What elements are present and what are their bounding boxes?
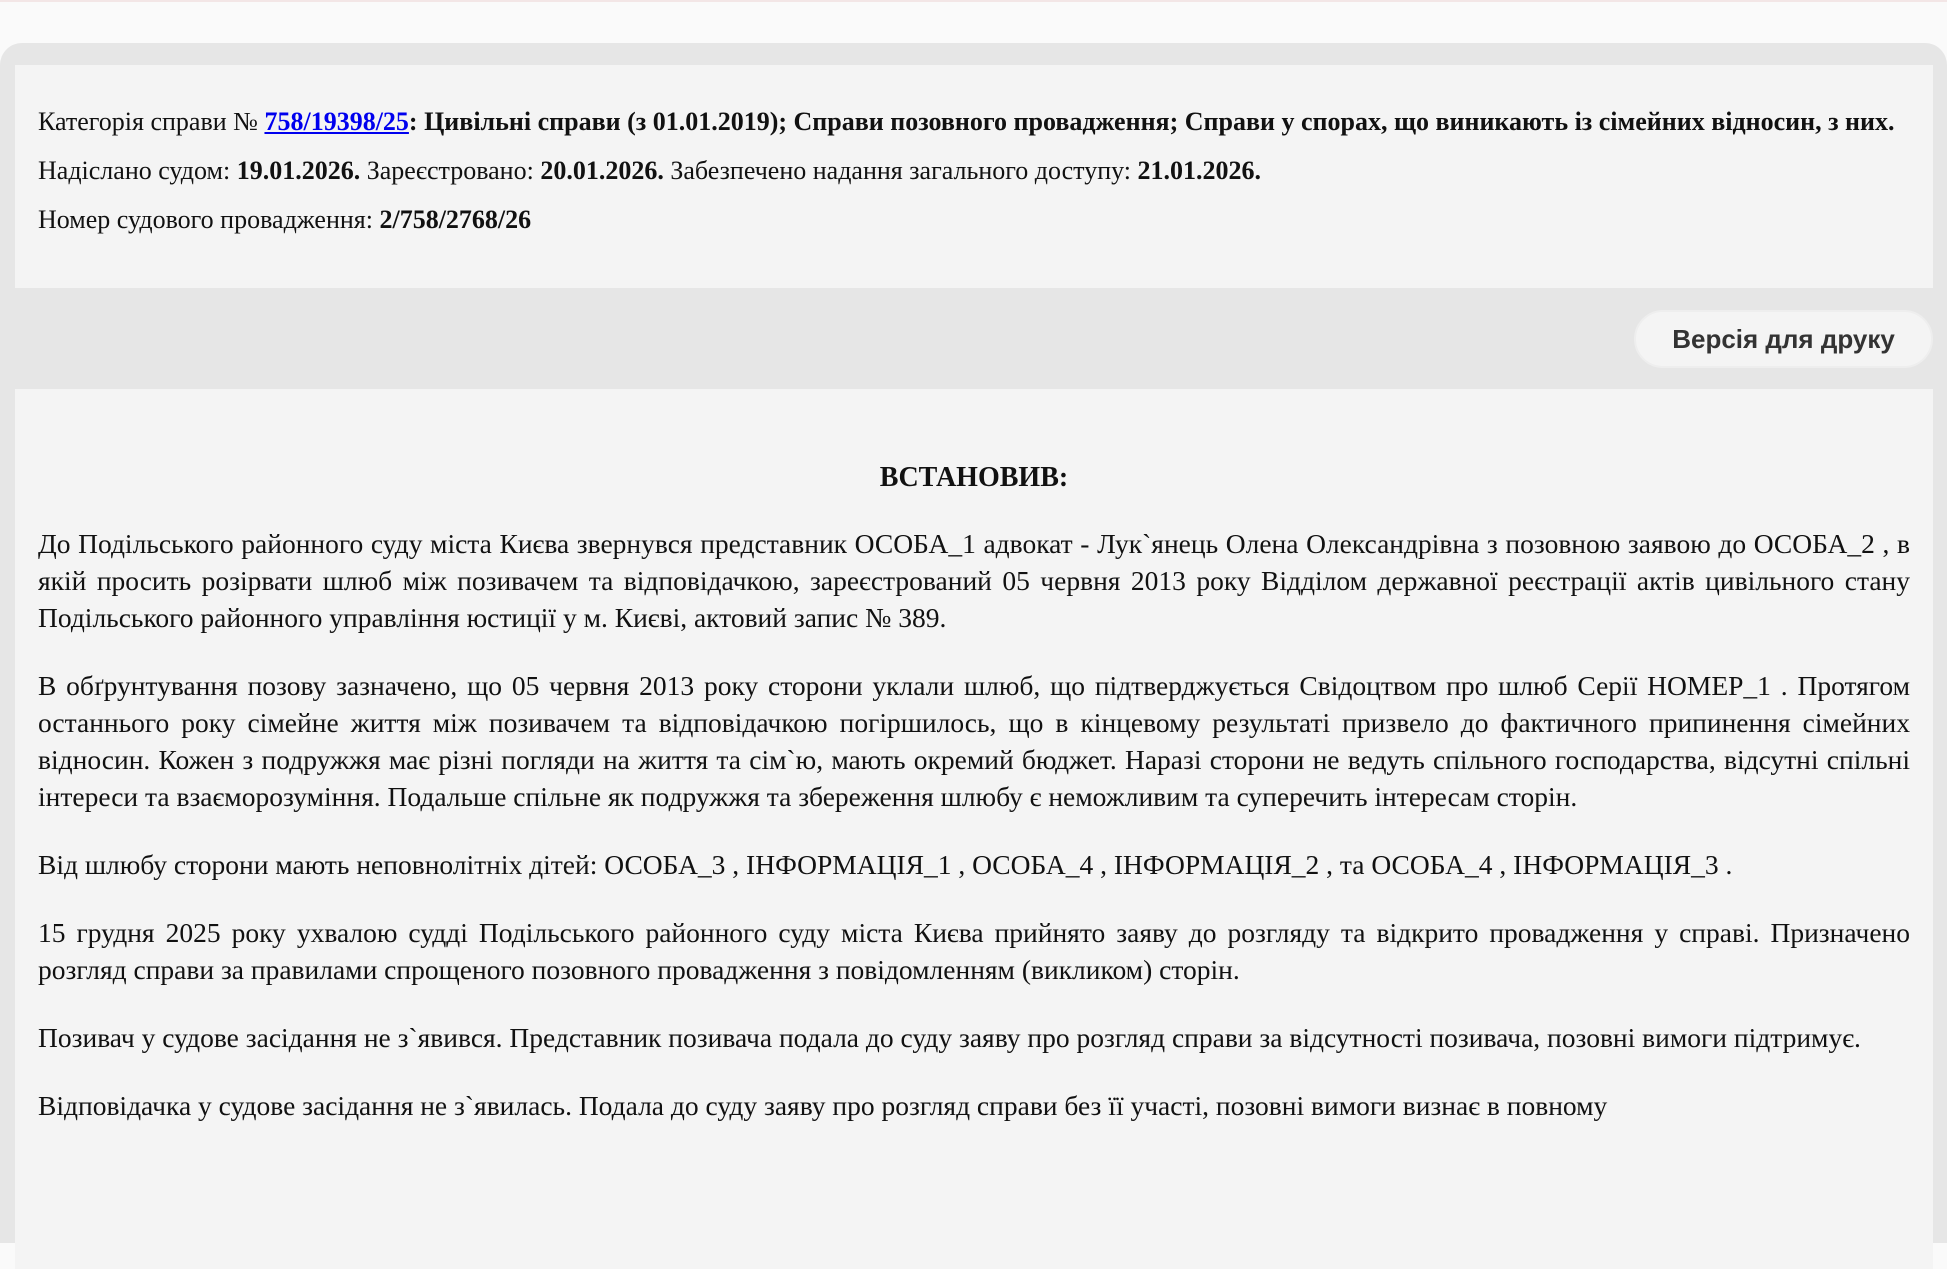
access-date: 21.01.2026. bbox=[1137, 156, 1261, 185]
paragraph: Від шлюбу сторони мають неповнолітніх дітей: ОСОБА_3 , ІНФОРМАЦІЯ_1 , ОСОБА_4 , ІНФОРМАЦІЯ_2 , та ОСОБА_4 , ІНФОРМАЦІЯ_3 . bbox=[38, 849, 1733, 880]
case-dates: Надіслано судом: 19.01.2026. Зареєстровано: 20.01.2026. Забезпечено надання загального доступу: 21.01.2026. bbox=[38, 156, 1261, 185]
paragraph: До Подільського районного суду міста Києва звернувся представник ОСОБА_1 адвокат - Лук`янець Олена Олександрівна з позовною заявою до ОСОБА_2 , в якій просить розірвати шлюб між позивачем та відповідачкою, зареєстрований 05 червня 2013 року Відділом державної реєстрації актів цивільного стану Подільського районного управління юстиції у м. Києві, актовий запис № 389. bbox=[38, 528, 1910, 633]
document-container bbox=[0, 43, 1947, 1243]
paragraph: Позивач у судове засідання не з`явився. Представник позивача подала до суду заяву про розгляд справи за відсутності позивача, позовні вимоги підтримує. bbox=[38, 1022, 1861, 1053]
proceeding-number: Номер судового провадження: 2/758/2768/26 bbox=[38, 205, 532, 234]
case-info-panel bbox=[15, 65, 1933, 288]
print-version-button[interactable]: Версія для друку bbox=[1634, 310, 1933, 368]
document-body bbox=[15, 389, 1933, 1269]
sent-date: 19.01.2026. bbox=[236, 156, 361, 185]
paragraph: 15 грудня 2025 року ухвалою судді Подільського районного суду міста Києва прийнято заяву до розгляду та відкрито провадження у справі. Призначено розгляд справи за правилами спрощеного позовного провадження з повідомленням (викликом) сторін. bbox=[38, 917, 1910, 985]
top-border bbox=[0, 0, 1947, 2]
category-text: : Цивільні справи (з 01.01.2019); Справи позовного провадження; Справи у спорах, що виникають із сімейних відносин, з них. bbox=[408, 107, 1895, 136]
case-category: Категорія справи № 758/19398/25: Цивільні справи (з 01.01.2019); Справи позовного провадження; Справи у спорах, що виникають із сімейних відносин, з них. bbox=[38, 107, 1895, 136]
section-heading: ВСТАНОВИВ: bbox=[879, 462, 1069, 493]
case-number-link[interactable]: 758/19398/25 bbox=[264, 107, 409, 136]
registered-date: 20.01.2026. bbox=[540, 156, 664, 185]
paragraph: В обґрунтування позову зазначено, що 05 червня 2013 року сторони уклали шлюб, що підтверджується Свідоцтвом про шлюб Серії НОМЕР_1 . Протягом останнього року сімейне життя між позивачем та відповідачкою погіршилось, що в кінцевому результаті призвело до фактичного припинення сімейних відносин. Кожен з подружжя має різні погляди на життя та сім`ю, мають окремий бюджет. Наразі сторони не ведуть спільного господарства, відсутні спільні інтереси та взаєморозуміння. Подальше спільне як подружжя та збереження шлюбу є неможливим та суперечить інтересам сторін. bbox=[38, 670, 1910, 812]
paragraph: Відповідачка у судове засідання не з`явилась. Подала до суду заяву про розгляд справи без її участі, позовні вимоги визнає в повному bbox=[38, 1090, 1608, 1121]
